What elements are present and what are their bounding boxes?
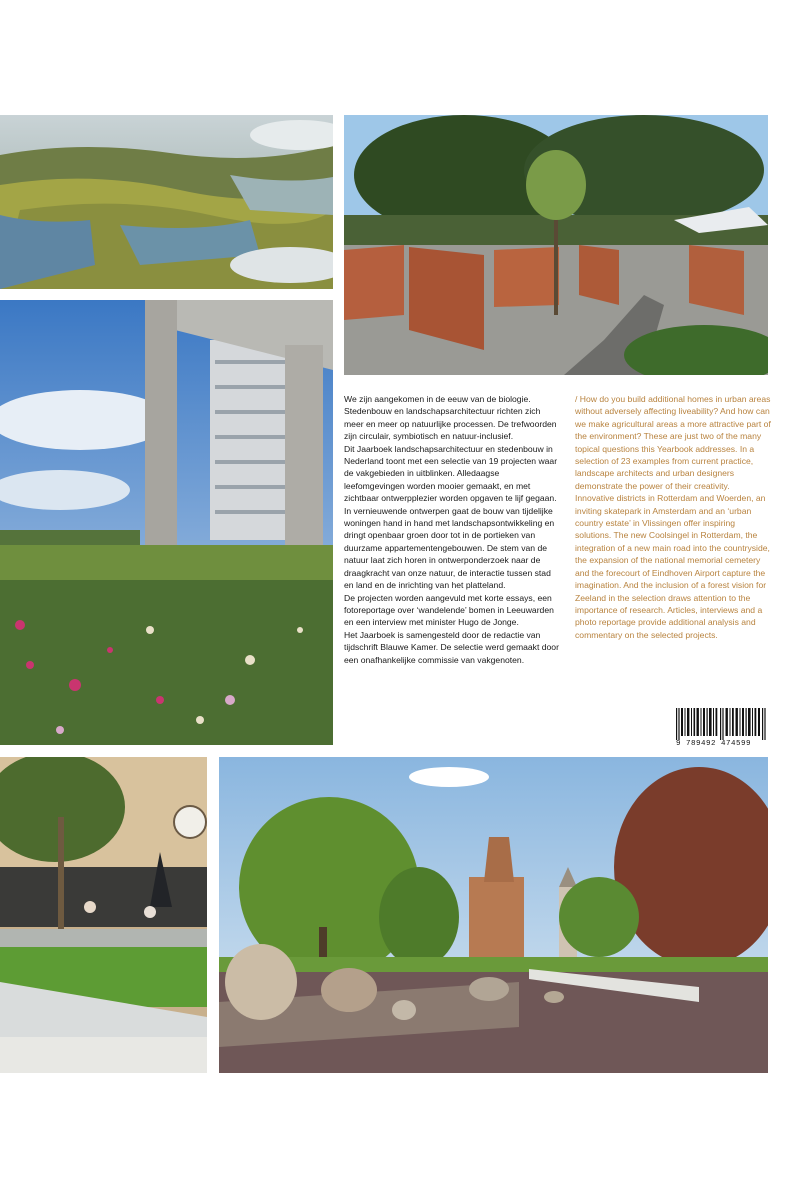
photo-forecourt-church (219, 757, 768, 1073)
photo-tower-garden (0, 300, 333, 745)
highrise-flowers-icon (0, 300, 333, 745)
dutch-paragraph: We zijn aangekomen in de eeuw van de biologie. Stedenbouw en landschapsarchitectuur richten zich meer en meer op natuurlijke processen. De trefwoorden zijn circulair, symbiotisch en natuur-inclusief. (344, 394, 557, 442)
isbn-barcode (676, 708, 768, 752)
brick-walls-trees-icon (344, 115, 768, 375)
urban-lawn-icon (0, 757, 207, 1073)
barcode-digits: 9 789492 474599 (676, 740, 752, 748)
english-text-column (575, 393, 771, 641)
dutch-paragraph: Het Jaarboek is samengesteld door de redactie van tijdschrift Blauwe Kamer. De selectie werd gemaakt door een onafhankelijke commissie van vakgenoten. (344, 629, 559, 665)
aerial-landscape-icon (0, 115, 333, 289)
photo-square-lawn (0, 757, 207, 1073)
plaza-boulders-church-icon (219, 757, 768, 1073)
dutch-text-column (344, 393, 562, 666)
english-paragraph: / How do you build additional homes in urban areas without adversely affecting liveability? And how can we make agricultural areas a more attractive part of the environment? These are just two of the many topical questions this Yearbook addresses. In a selection of 23 examples from current practice, landscape architects and urban designers demonstrate the power of their creativity. Innovative districts in Rotterdam and Woerden, an inviting skatepark in Amsterdam and an ‘urban country estate’ in Vlissingen offer inspiring solutions. The new Coolsingel in Rotterdam, the integration of a new main road into the countryside, the expansion of the national memorial cemetery and the forecourt of Eindhoven Airport capture the imagination. And the inclusion of a forest vision for Zeeland in the selection draws attention to the importance of research. Articles, interviews and a photo reportage provide additional analysis and commentary on the selected projects. (575, 394, 771, 640)
barcode-icon (676, 708, 768, 740)
photo-aerial-wetland (0, 115, 333, 289)
dutch-paragraph: De projecten worden aangevuld met korte essays, een fotoreportage over ‘wandelende’ bomen in Leeuwarden en een interview met minister Hugo de Jonge. (344, 592, 554, 628)
photo-memorial-brick-walls (344, 115, 768, 375)
dutch-paragraph: Dit Jaarboek landschapsarchitectuur en stedenbouw in Nederland toont met een selectie van 19 projecten waar de vakgebieden in uitblinken. Alledaagse leefomgevingen worden mooier gemaakt, en met zichtbaar ontwerpplezier worden opgaven te lijf gegaan. In vernieuwende ontwerpen gaat de bouw van tijdelijke woningen hand in hand met landschapsontwikkeling en dringt openbaar groen door tot in de portieken van duurzame appartementengebouwen. De stem van de natuur laat zich horen in ontwerponderzoek naar de draagkracht van onze natuur, de interactie tussen stad en land en de inrichting van het platteland. (344, 443, 558, 591)
